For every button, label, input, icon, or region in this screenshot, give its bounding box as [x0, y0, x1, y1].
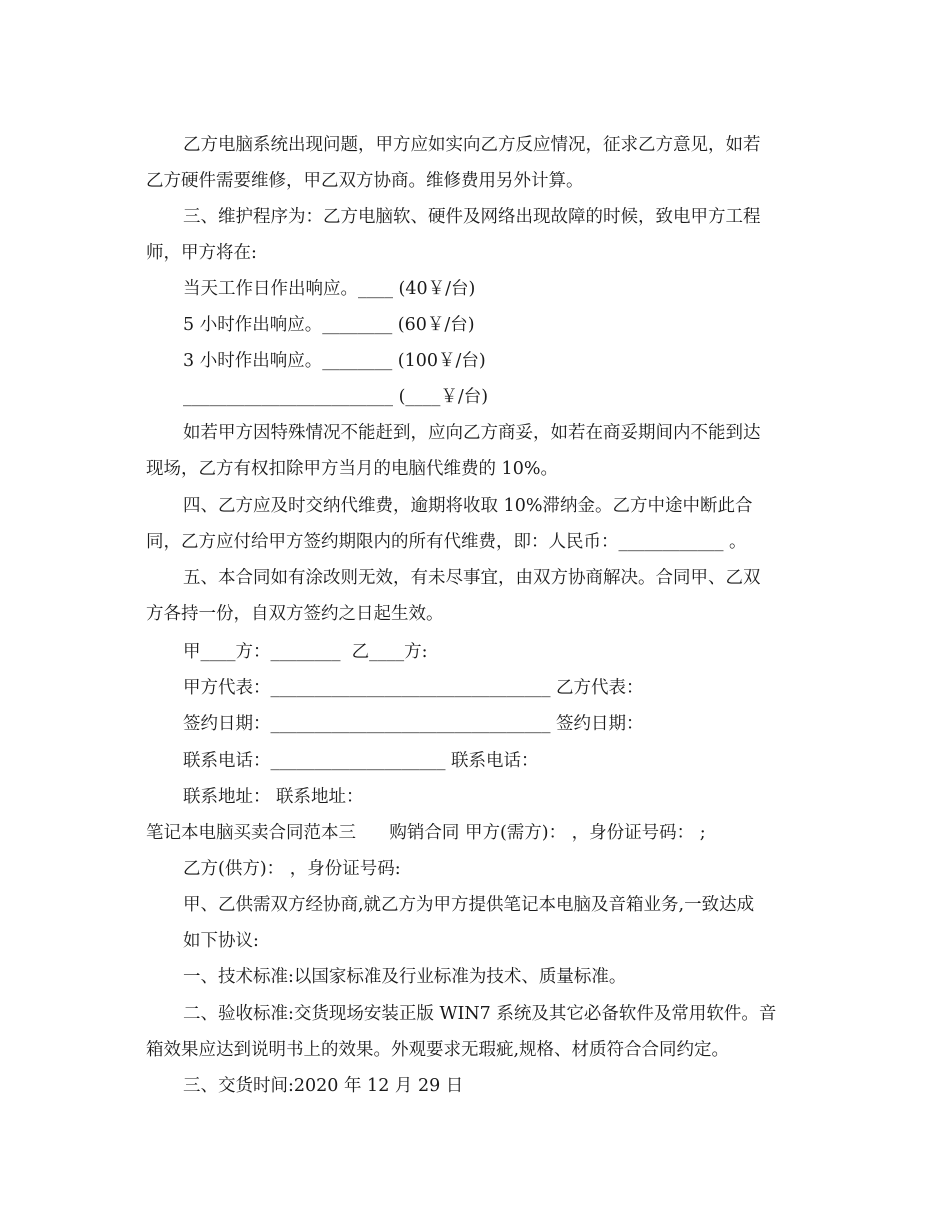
paragraph-line: 方各持一份，自双方签约之日起生效。: [146, 604, 444, 624]
paragraph-line: 箱效果应达到说明书上的效果。外观要求无瑕疵,规格、材质符合合同约定。: [146, 1040, 730, 1060]
signature-line: 联系地址： 联系地址：: [183, 787, 364, 807]
paragraph-line: 三、维护程序为：乙方电脑软、硬件及网络出现故障的时候，致电甲方工程: [183, 207, 761, 227]
paragraph-line: 当天工作日作出响应。____ (40￥/台): [183, 279, 476, 299]
paragraph-line: 五、本合同如有涂改则无效，有未尽事宜，由双方协商解决。合同甲、乙双: [183, 568, 761, 588]
paragraph-line: 3 小时作出响应。________ (100￥/台): [183, 351, 486, 371]
paragraph-line: 师，甲方将在:: [146, 243, 257, 263]
signature-line: 签约日期：________________________________ 签约日期：: [183, 714, 644, 734]
paragraph-line: 如下协议:: [183, 931, 259, 951]
paragraph-line: ________________________ (____￥/台): [183, 387, 489, 407]
paragraph-line: 二、验收标准:交货现场安装正版 WIN7 系统及其它必备软件及常用软件。音: [183, 1004, 777, 1024]
paragraph-line: 三、交货时间:2020 年 12 月 29 日: [183, 1076, 464, 1096]
paragraph-line: 一、技术标准:以国家标准及行业标准为技术、质量标准。: [183, 967, 627, 987]
signature-line: 联系电话：____________________ 联系电话：: [183, 751, 539, 771]
signature-line: 甲方代表：________________________________ 乙方代表：: [183, 678, 644, 698]
section-heading: 笔记本电脑买卖合同范本三 购销合同 甲方(需方)： ，身份证号码： ;: [146, 823, 706, 843]
paragraph-line: 四、乙方应及时交纳代维费，逾期将收取 10%滞纳金。乙方中途中断此合: [183, 496, 753, 516]
signature-line: 甲____方：________ 乙____方:: [183, 642, 428, 662]
paragraph-line: 如若甲方因特殊情况不能赶到，应向乙方商妥，如若在商妥期间内不能到达: [183, 423, 761, 443]
paragraph-line: 乙方电脑系统出现问题，甲方应如实向乙方反应情况，征求乙方意见，如若: [183, 135, 761, 155]
paragraph-line: 甲、乙供需双方经协商,就乙方为甲方提供笔记本电脑及音箱业务,一致达成: [183, 895, 755, 915]
paragraph-line: 同，乙方应付给甲方签约期限内的所有代维费，即：人民币：____________ 。: [146, 532, 747, 552]
paragraph-line: 乙方硬件需要维修，甲乙双方协商。维修费用另外计算。: [146, 171, 584, 191]
paragraph-line: 5 小时作出响应。________ (60￥/台): [183, 315, 475, 335]
paragraph-line: 现场，乙方有权扣除甲方当月的电脑代维费的 10%。: [146, 459, 558, 479]
paragraph-line: 乙方(供方)： ，身份证号码:: [183, 859, 401, 879]
